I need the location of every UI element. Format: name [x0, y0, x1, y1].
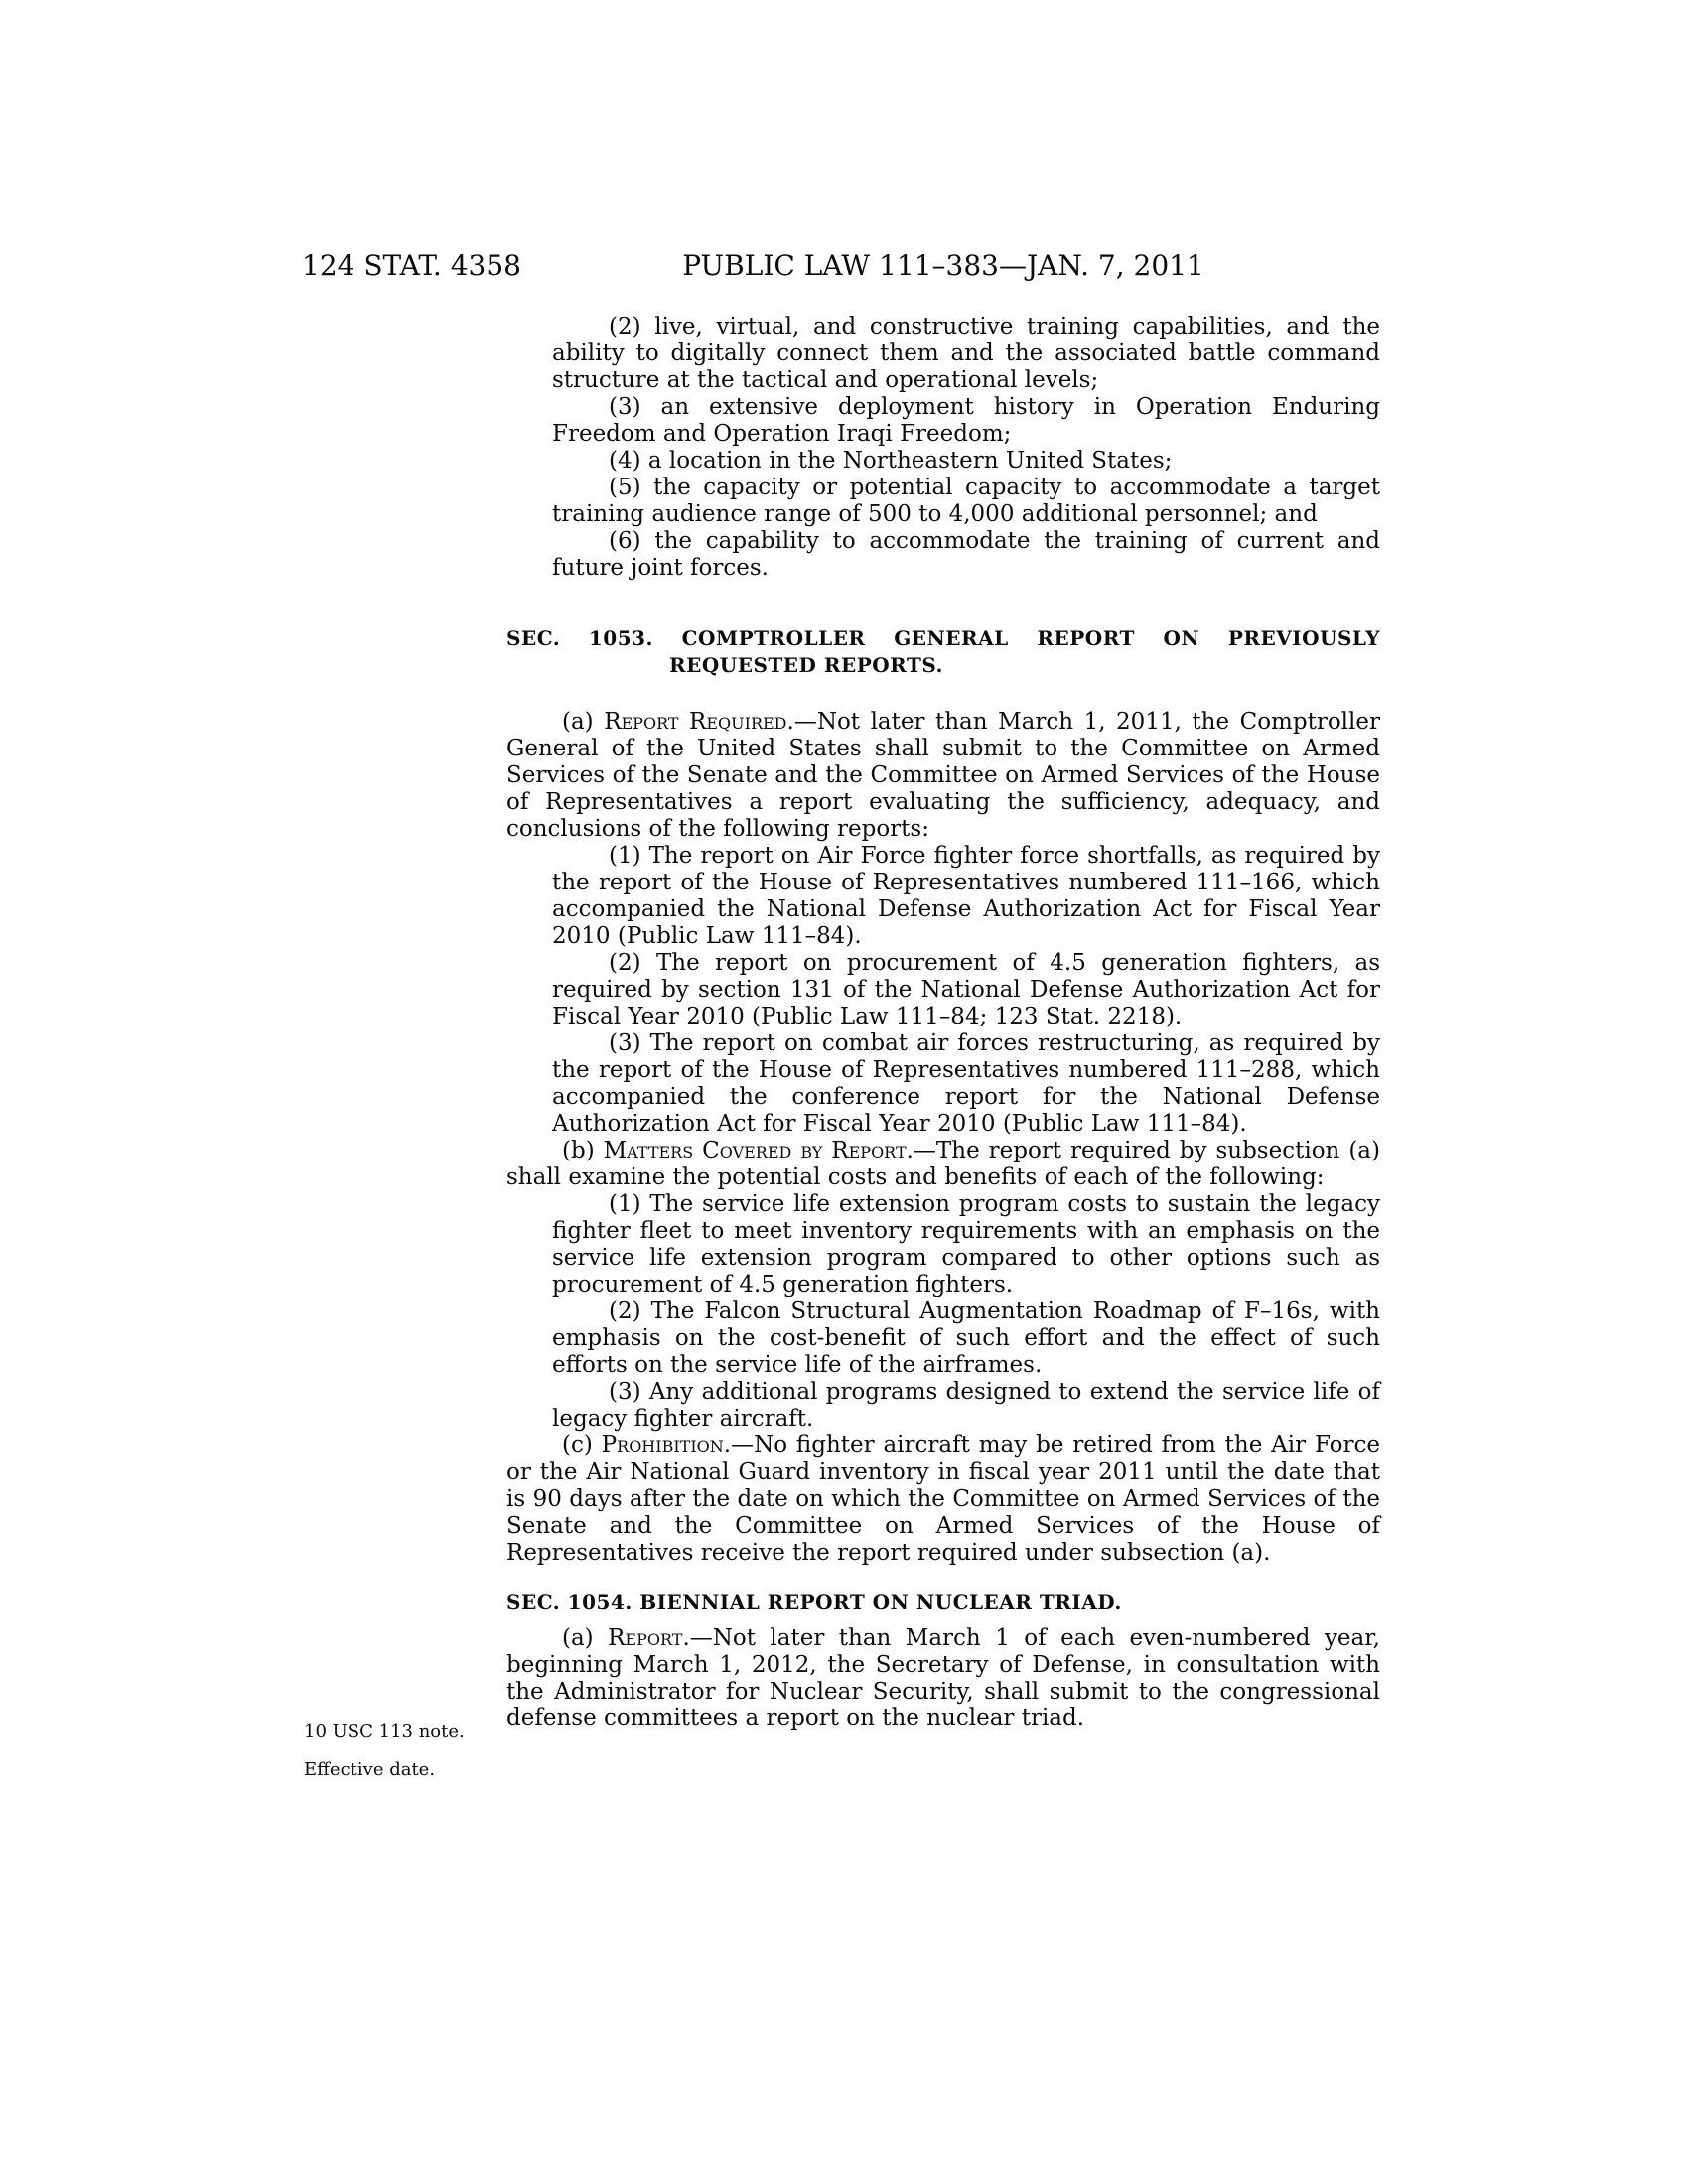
paragraph-1053-a-2: (2) The report on procurement of 4.5 generation fighters, as required by section 131 of the National Defense Authorization Act for Fiscal Year 2010 (Public Law 111–84; 123 Stat. 2218). — [552, 950, 1380, 1029]
subsection-1053-c — [506, 1433, 1380, 1567]
margin-note-usc: 10 USC 113 note. — [304, 1721, 465, 1742]
page-header — [0, 250, 1688, 286]
subsection-text: .—No fighter aircraft may be retired from the Air Force or the Air National Guard inventory in fiscal year 2011 until the date that is 90 days after the date on which the Committee on Armed Services of the Senate and the Committee on Armed Services of the House of Representatives receive the report required under subsection (a). — [506, 1433, 1380, 1566]
subsection-label: (c) — [562, 1433, 602, 1458]
subsection-label: (b) — [562, 1138, 604, 1163]
clause-1052-6: (6) the capability to accommodate the training of current and future joint forces. — [552, 528, 1380, 581]
public-law-title: PUBLIC LAW 111–383—JAN. 7, 2011 — [682, 249, 1204, 282]
subsection-text: .—Not later than March 1, 2011, the Comptroller General of the United States shall submit to the Committee on Armed Services of the Senate and the Committee on Armed Services of the House of Representatives a report evaluating the sufficiency, adequacy, and conclusions of the following reports: — [506, 709, 1380, 842]
paragraph-1053-b-1: (1) The service life extension program costs to sustain the legacy fighter fleet to meet inventory requirements with an emphasis on the service life extension program compared to other options such as procurement of 4.5 generation fighters. — [552, 1191, 1380, 1297]
subsection-1053-b — [506, 1138, 1380, 1191]
subsection-label: (a) — [562, 709, 605, 735]
stat-page-number: 124 STAT. 4358 — [302, 249, 521, 282]
paragraph-1053-b-2: (2) The Falcon Structural Augmentation Roadmap of F–16s, with emphasis on the cost-benefit of such effort and the effect of such efforts on the service life of the airframes. — [552, 1298, 1380, 1378]
clause-1052-5: (5) the capacity or potential capacity to accommodate a target training audience range of 500 to 4,000 additional personnel; and — [552, 475, 1380, 527]
paragraph-1053-a-3: (3) The report on combat air forces restructuring, as required by the report of the House of Representatives numbered 111–288, which accompanied the conference report for the National Defense Authorization Act for Fiscal Year 2010 (Public Law 111–84). — [552, 1030, 1380, 1137]
subsection-label: (a) — [562, 1625, 609, 1651]
statute-text-column — [506, 314, 1380, 1732]
subsection-1053-a — [506, 709, 1380, 843]
subsection-term: Report Required — [604, 709, 787, 735]
clause-1052-2: (2) live, virtual, and constructive training capabilities, and the ability to digitally connect them and the associated battle command structure at the tactical and operational levels; — [552, 314, 1380, 393]
paragraph-1053-b-3: (3) Any additional programs designed to extend the service life of legacy fighter aircraft. — [552, 1379, 1380, 1432]
subsection-text: .—The report required by subsection (a) shall examine the potential costs and benefits of each of the following: — [506, 1138, 1380, 1190]
margin-note-effective-date: Effective date. — [304, 1759, 436, 1780]
sec-1054-heading: SEC. 1054. BIENNIAL REPORT ON NUCLEAR TRIAD. — [506, 1590, 1122, 1614]
clause-1052-3: (3) an extensive deployment history in Operation Enduring Freedom and Operation Iraqi Freedom; — [552, 394, 1380, 447]
subsection-text: .—Not later than March 1 of each even-numbered year, beginning March 1, 2012, the Secretary of Defense, in consultation with the Administrator for Nuclear Security, shall submit to the congressional defense committees a report on the nuclear triad. — [506, 1625, 1380, 1731]
subsection-term: Matters Covered by Report — [603, 1138, 907, 1163]
subsection-term: Prohibition — [601, 1433, 724, 1458]
clause-1052-4: (4) a location in the Northeastern United States; — [609, 448, 1173, 474]
sec-1053-heading: SEC. 1053. COMPTROLLER GENERAL REPORT ON PREVIOUSLY REQUESTED REPORTS. — [506, 626, 1380, 677]
subsection-1054-a — [506, 1625, 1380, 1732]
subsection-term: Report — [608, 1625, 683, 1651]
paragraph-1053-a-1: (1) The report on Air Force fighter force shortfalls, as required by the report of the House of Representatives numbered 111–166, which accompanied the National Defense Authorization Act for Fiscal Year 2010 (Public Law 111–84). — [552, 843, 1380, 949]
